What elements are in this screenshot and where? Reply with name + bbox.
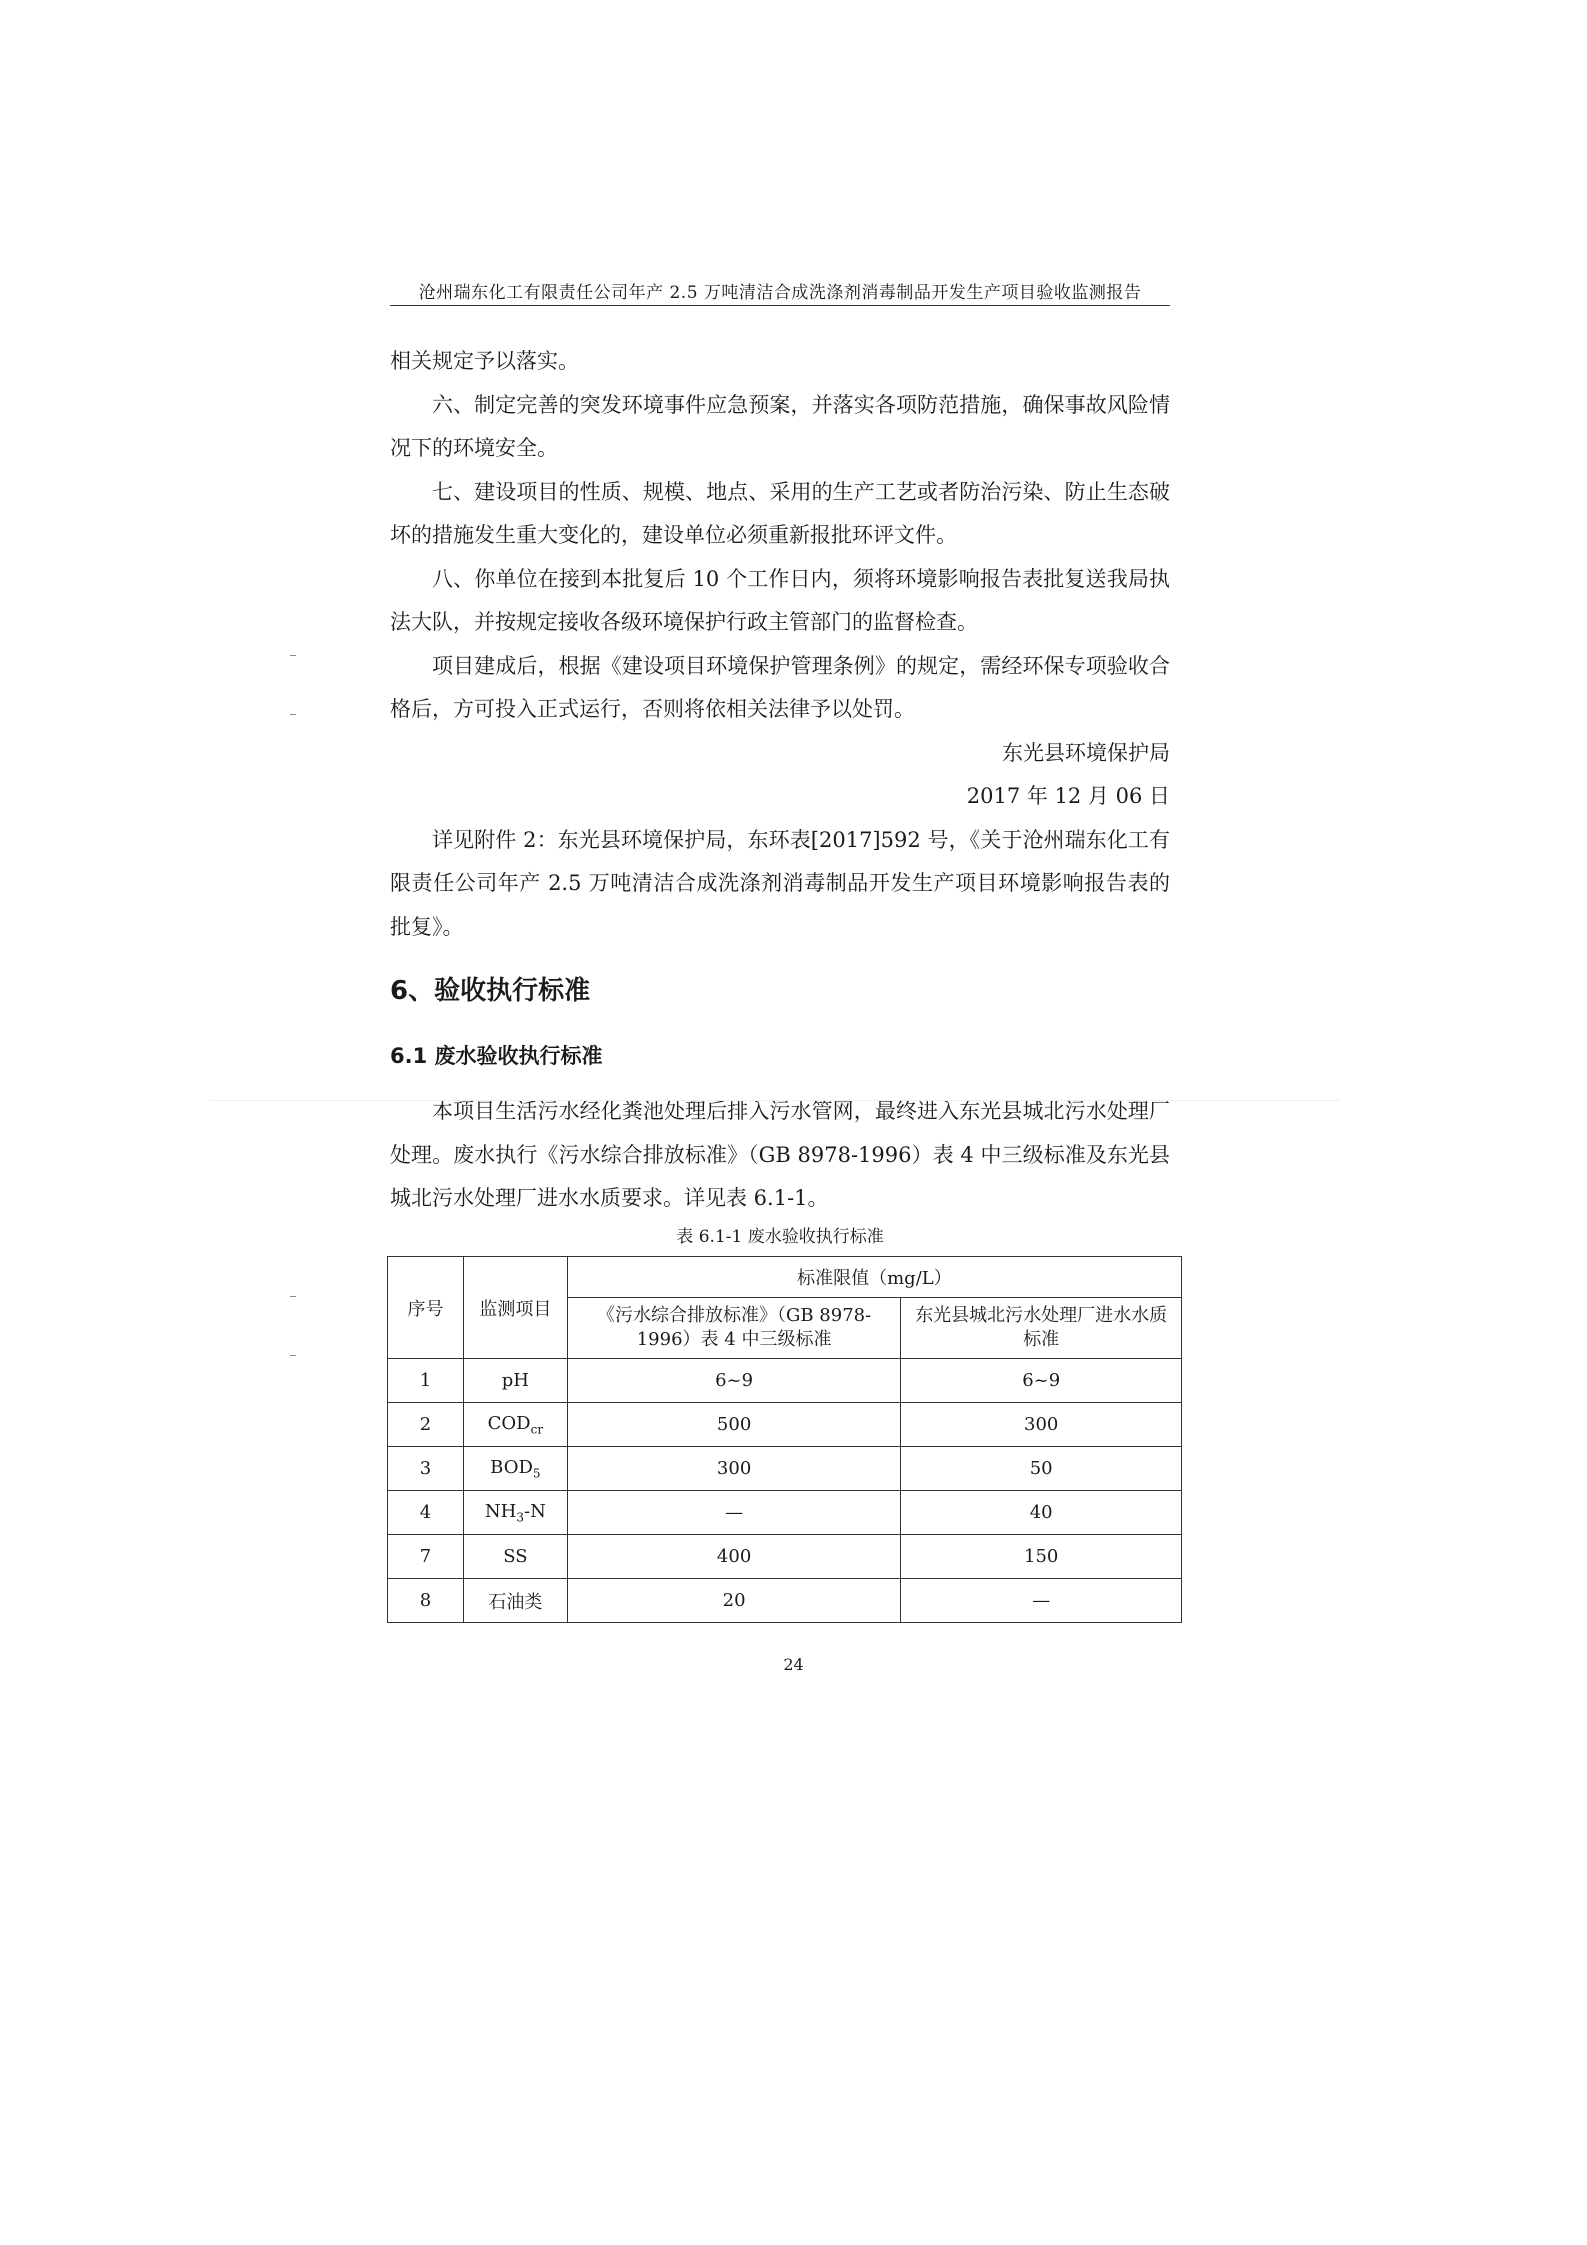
table-row <box>388 1447 1182 1491</box>
header-cell-std2: 东光县城北污水处理厂进水水质标准 <box>901 1298 1182 1359</box>
header-cell-std1: 《污水综合排放标准》（GB 8978-1996）表 4 中三级标准 <box>567 1298 901 1359</box>
item-name: NH <box>484 1500 517 1522</box>
table-row <box>388 1535 1182 1579</box>
table-caption: 表 6.1-1 废水验收执行标准 <box>676 1227 884 1247</box>
signature-date: 2017 年 12 月 06 日 <box>966 784 1170 808</box>
cell-no: 4 <box>388 1491 464 1535</box>
item-name: pH <box>501 1370 529 1391</box>
item-suffix: -N <box>523 1500 546 1522</box>
scan-mark <box>290 714 296 715</box>
item-name: COD <box>487 1412 531 1434</box>
page-number: 24 <box>783 1655 804 1674</box>
signature-org: 东光县环境保护局 <box>1002 740 1170 765</box>
paragraph: 八、你单位在接到本批复后 10 个工作日内，须将环境影响报告表批复送我局执法大队，并按规定接收各级环境保护行政主管部门的监督检查。 <box>390 566 1170 634</box>
scan-mark <box>290 1296 296 1297</box>
cell-std1: 300 <box>567 1447 901 1491</box>
item-name: 石油类 <box>488 1591 543 1613</box>
paragraph: 本项目生活污水经化粪池处理后排入污水管网，最终进入东光县城北污水处理厂处理。废水执行《污水综合排放标准》（GB 8978-1996）表 4 中三级标准及东光县城北污水处理厂进水水质要求。详见表 6.1-1。 <box>390 1099 1170 1210</box>
table-row <box>388 1359 1182 1403</box>
cell-item <box>463 1359 567 1403</box>
item-subscript: 5 <box>532 1466 541 1481</box>
scan-mark <box>290 1355 296 1356</box>
standards-table <box>387 1256 1182 1623</box>
cell-no: 2 <box>388 1403 464 1447</box>
cell-std1: 400 <box>567 1535 901 1579</box>
cell-std1: 20 <box>567 1579 901 1623</box>
cell-std1: 6~9 <box>567 1359 901 1403</box>
cell-std2: 40 <box>901 1491 1182 1535</box>
cell-std1: — <box>567 1491 901 1535</box>
table-row <box>388 1403 1182 1447</box>
cell-no: 1 <box>388 1359 464 1403</box>
cell-std2: 300 <box>901 1403 1182 1447</box>
cell-item <box>463 1579 567 1623</box>
cell-item <box>463 1447 567 1491</box>
cell-std2: 6~9 <box>901 1359 1182 1403</box>
paragraph: 七、建设项目的性质、规模、地点、采用的生产工艺或者防治污染、防止生态破坏的措施发生重大变化的，建设单位必须重新报批环评文件。 <box>390 479 1170 547</box>
paragraph: 相关规定予以落实。 <box>390 349 579 373</box>
header-cell-group: 标准限值（mg/L） <box>567 1257 1181 1298</box>
item-subscript: 3 <box>516 1510 524 1525</box>
subsection-heading: 6.1 废水验收执行标准 <box>390 1044 603 1068</box>
item-name: SS <box>503 1546 528 1567</box>
cell-no: 3 <box>388 1447 464 1491</box>
cell-item <box>463 1491 567 1535</box>
item-name: BOD <box>490 1456 533 1478</box>
section-heading: 6、验收执行标准 <box>390 976 591 1006</box>
scan-artifact-line <box>210 1100 1340 1101</box>
cell-no: 8 <box>388 1579 464 1623</box>
cell-std2: 50 <box>901 1447 1182 1491</box>
header-cell-no: 序号 <box>388 1257 464 1359</box>
cell-std1: 500 <box>567 1403 901 1447</box>
header-rule <box>390 305 1170 306</box>
running-header: 沧州瑞东化工有限责任公司年产 2.5 万吨清洁合成洗涤剂消毒制品开发生产项目验收监测报告 <box>418 283 1142 303</box>
item-subscript: cr <box>530 1422 544 1437</box>
scan-mark <box>290 655 296 656</box>
paragraph: 六、制定完善的突发环境事件应急预案，并落实各项防范措施，确保事故风险情况下的环境安全。 <box>390 392 1170 460</box>
reference-paragraph: 详见附件 2：东光县环境保护局，东环表[2017]592 号，《关于沧州瑞东化工有限责任公司年产 2.5 万吨清洁合成洗涤剂消毒制品开发生产项目环境影响报告表的批复》。 <box>390 827 1170 939</box>
cell-no: 7 <box>388 1535 464 1579</box>
cell-item <box>463 1535 567 1579</box>
paragraph: 项目建成后，根据《建设项目环境保护管理条例》的规定，需经环保专项验收合格后，方可投入正式运行，否则将依相关法律予以处罚。 <box>390 653 1170 721</box>
table-row <box>388 1491 1182 1535</box>
header-cell-item: 监测项目 <box>463 1257 567 1359</box>
section-text <box>390 1090 1170 1221</box>
cell-std2: 150 <box>901 1535 1182 1579</box>
cell-item <box>463 1403 567 1447</box>
table-body <box>388 1359 1182 1623</box>
cell-std2: — <box>901 1579 1182 1623</box>
table-row <box>388 1579 1182 1623</box>
approval-text <box>390 340 1170 949</box>
